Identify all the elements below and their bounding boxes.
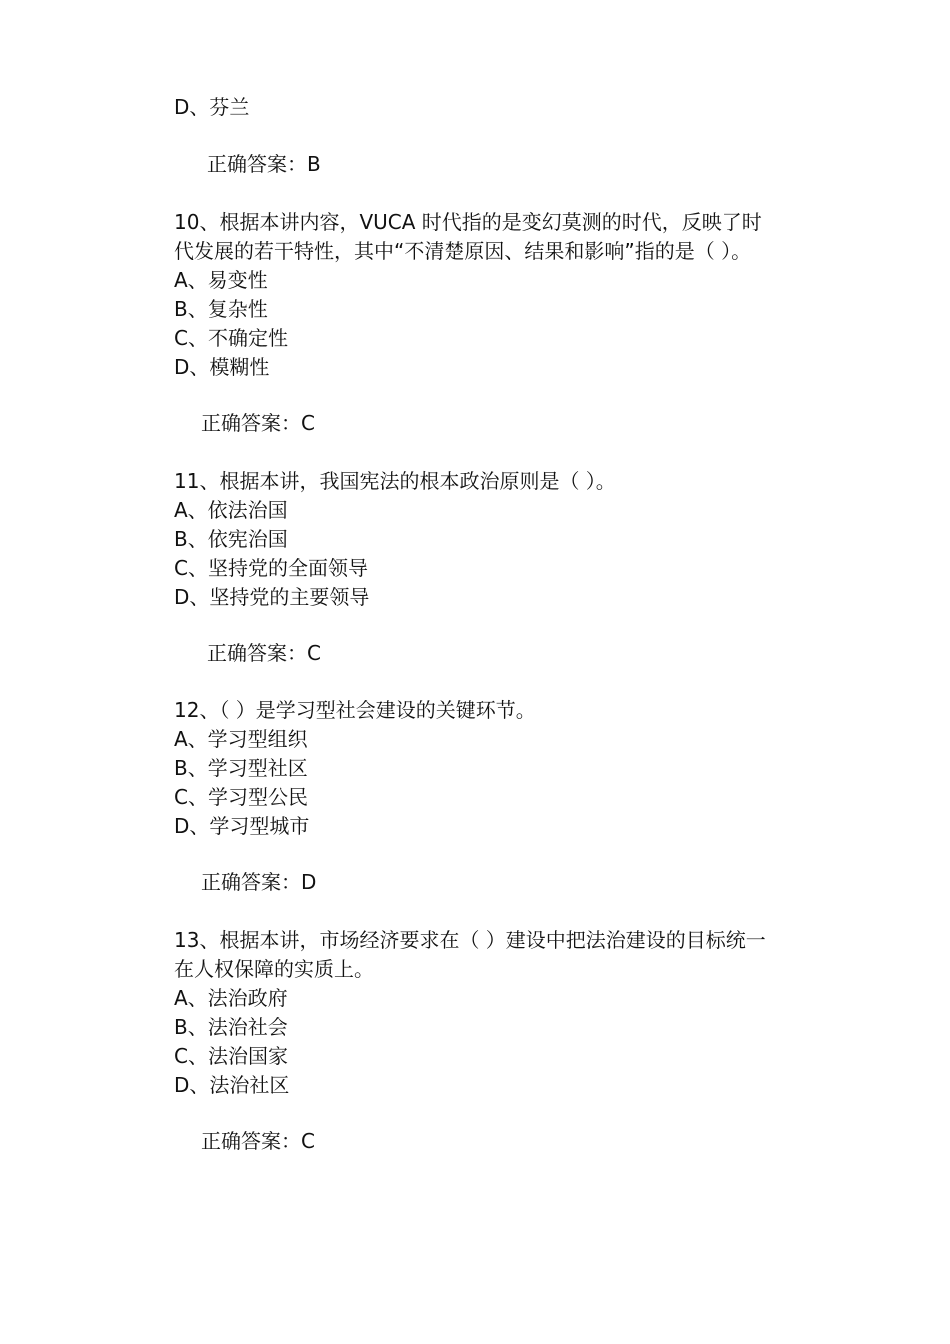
option-b: B、复杂性 [174,297,268,321]
option-b: B、法治社会 [174,1015,288,1039]
answer-line: 正确答案：C [207,641,321,665]
carryover-option-block [174,93,824,122]
question-stem-line: 在人权保障的实质上。 [174,957,374,981]
answer-line: 正确答案：B [207,152,321,176]
option-a: A、易变性 [174,268,268,292]
question-stem-line: 10、根据本讲内容，VUCA 时代指的是变幻莫测的时代，反映了时 [174,210,762,234]
option-c: C、法治国家 [174,1044,288,1068]
question-stem-line: 13、根据本讲，市场经济要求在（ ）建设中把法治建设的目标统一 [174,928,766,952]
option-b: B、依宪治国 [174,527,288,551]
answer-line: 正确答案：C [201,411,315,435]
option-d: D、模糊性 [174,355,270,379]
option-c: C、学习型公民 [174,785,308,809]
option-a: A、法治政府 [174,986,288,1010]
option-c: C、不确定性 [174,326,288,350]
option-c: C、坚持党的全面领导 [174,556,368,580]
question-13 [174,926,824,1100]
option-d: D、学习型城市 [174,814,310,838]
question-stem-line: 代发展的若干特性，其中“不清楚原因、结果和影响”指的是（ ）。 [174,239,752,263]
option-d: D、法治社区 [174,1073,290,1097]
question-stem-line: 11、根据本讲，我国宪法的根本政治原则是（ ）。 [174,469,616,493]
option-d: D、坚持党的主要领导 [174,585,370,609]
option-b: B、学习型社区 [174,756,308,780]
option-d: D、芬兰 [174,95,250,119]
question-12 [174,696,824,841]
question-10 [174,208,824,382]
option-a: A、学习型组织 [174,727,308,751]
answer-line: 正确答案：D [201,870,317,894]
question-stem-line: 12、（ ）是学习型社会建设的关键环节。 [174,698,536,722]
option-a: A、依法治国 [174,498,288,522]
question-11 [174,467,824,612]
answer-line: 正确答案：C [201,1129,315,1153]
